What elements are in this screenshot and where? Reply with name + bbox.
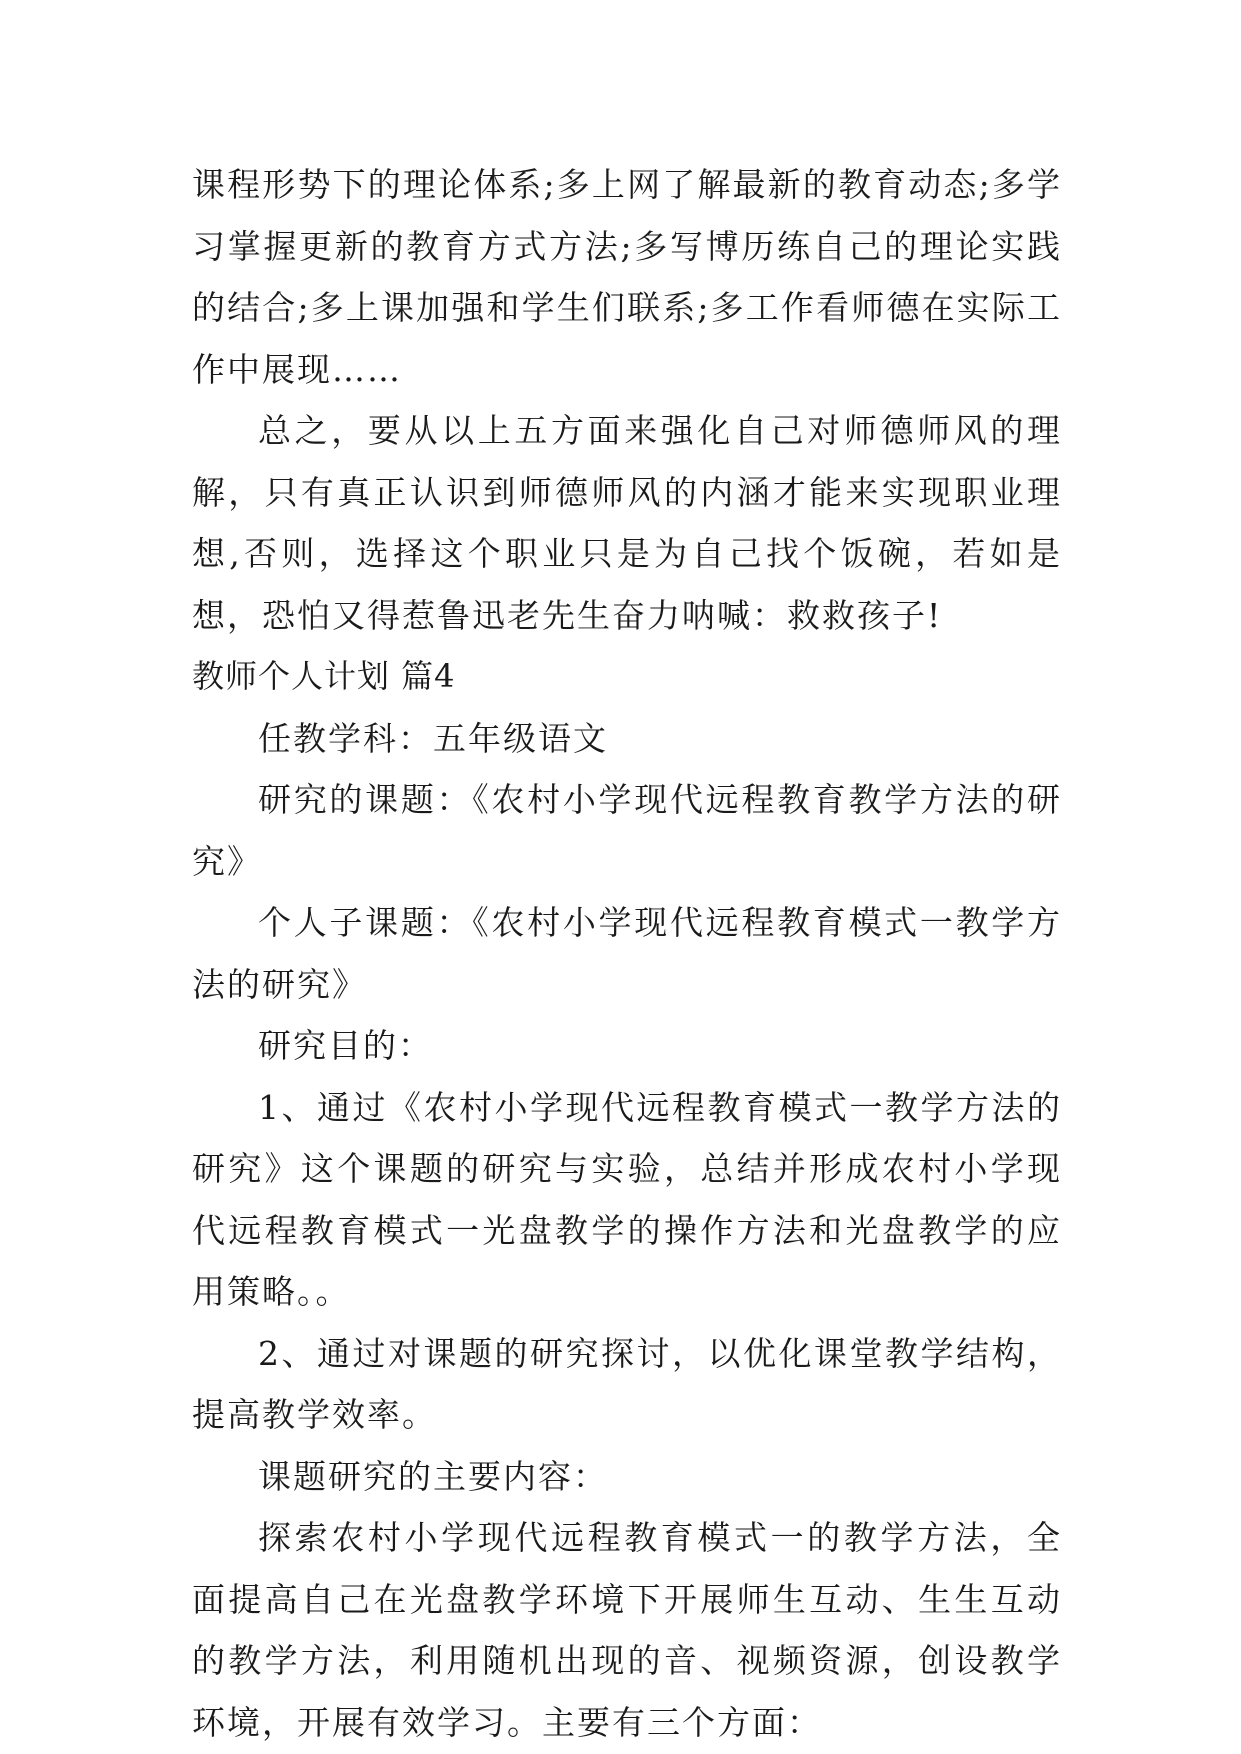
paragraph-content-body: 探索农村小学现代远程教育模式一的教学方法，全面提高自己在光盘教学环境下开展师生互动、生生互动的教学方法，利用随机出现的音、视频资源，创设教学环境，开展有效学习。主要有三个方面： bbox=[192, 1518, 1062, 1742]
paragraph-purpose-2: 2、通过对课题的研究探讨，以优化课堂教学结构，提高教学效率。 bbox=[192, 1333, 1062, 1434]
paragraph-content-label: 课题研究的主要内容： bbox=[258, 1456, 608, 1496]
paragraph-subject: 任教学科：五年级语文 bbox=[258, 718, 608, 758]
paragraph-purpose-label: 研究目的： bbox=[258, 1026, 433, 1065]
document-body bbox=[192, 154, 1062, 1753]
paragraph-sub-topic: 个人子课题：《农村小学现代远程教育模式一教学方法的研究》 bbox=[192, 903, 1062, 1004]
paragraph-purpose-1: 1、通过《农村小学现代远程教育模式一教学方法的研究》这个课题的研究与实验，总结并形成农村小学现代远程教育模式一光盘教学的操作方法和光盘教学的应用策略。。 bbox=[192, 1087, 1062, 1311]
section-heading: 教师个人计划 篇4 bbox=[192, 657, 456, 695]
paragraph-continuation: 课程形势下的理论体系;多上网了解最新的教育动态;多学习掌握更新的教育方式方法;多写博历练自己的理论实践的结合;多上课加强和学生们联系;多工作看师德在实际工作中展现…… bbox=[192, 165, 1062, 389]
paragraph-research-topic: 研究的课题：《农村小学现代远程教育教学方法的研究》 bbox=[192, 780, 1062, 881]
paragraph-conclusion: 总之，要从以上五方面来强化自己对师德师风的理解，只有真正认识到师德师风的内涵才能来实现职业理想,否则，选择这个职业只是为自己找个饭碗，若如是想，恐怕又得惹鲁迅老先生奋力呐喊：救救孩子! bbox=[192, 411, 1062, 635]
